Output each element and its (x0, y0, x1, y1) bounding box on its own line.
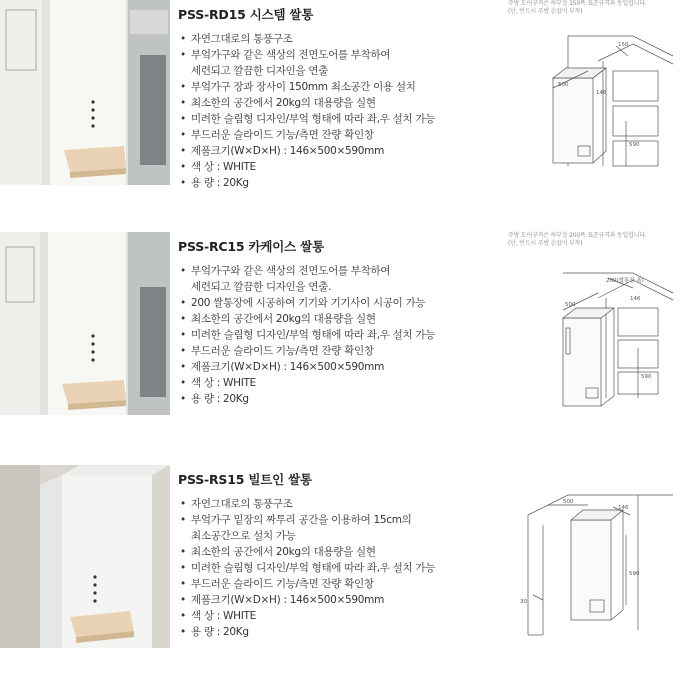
bullet-icon: • (180, 297, 186, 309)
product-info-rs15 (178, 470, 478, 640)
feature-item: • 미려한 슬림형 디자인/부엌 형태에 따라 좌,우 설치 가능 (180, 113, 436, 125)
product-photo-rd15 (0, 0, 170, 185)
feature-item: 세련되고 깔끔한 디자인을 연출. (191, 281, 332, 293)
dimension-label: 200(쌀통장 폭) (606, 278, 644, 284)
feature-item: • 용 량 : 20Kg (180, 177, 249, 189)
bullet-icon: • (180, 393, 186, 405)
feature-item: • 미려한 슬림형 디자인/부엌 형태에 따라 좌,우 설치 가능 (180, 562, 436, 574)
feature-list (178, 31, 478, 191)
diagram-note: (단, 반드시 주방 손잡이 부착) (508, 8, 583, 15)
product-section-rc15 (0, 232, 680, 422)
installation-diagram-rs15 (508, 485, 678, 660)
feature-list (178, 496, 478, 640)
feature-item: • 부엌가구와 같은 색상의 전면도어를 부착하여 (180, 49, 391, 61)
dimension-label: 500 (565, 302, 576, 308)
installation-diagram-rc15 (508, 232, 678, 422)
feature-item: • 제품크기(W×D×H) : 146×500×590mm (180, 594, 385, 606)
bullet-icon: • (180, 562, 186, 574)
feature-item: • 용 량 : 20Kg (180, 393, 249, 405)
diagram-drawing (508, 248, 678, 418)
feature-list (178, 263, 478, 407)
dimension-label: 500 (558, 82, 569, 88)
bullet-icon: • (180, 113, 186, 125)
bullet-icon: • (180, 594, 186, 606)
bullet-icon: • (180, 626, 186, 638)
bullet-icon: • (180, 33, 186, 45)
product-title: PSS-RS15 빌트인 쌀통 (178, 472, 312, 487)
feature-item: • 색 상 : WHITE (180, 610, 256, 622)
installation-diagram-rd15 (508, 0, 678, 195)
dimension-label: 150 (618, 42, 629, 48)
bullet-icon: • (180, 377, 186, 389)
feature-item: 최소공간으로 설치 가능 (191, 530, 296, 542)
product-title: PSS-RC15 카케이스 쌀통 (178, 239, 324, 254)
feature-item: • 제품크기(W×D×H) : 146×500×590mm (180, 145, 385, 157)
feature-item: • 색 상 : WHITE (180, 161, 256, 173)
product-photo-rc15 (0, 232, 170, 415)
dimension-label: 146 (596, 90, 607, 96)
bullet-icon: • (180, 514, 186, 526)
dimension-label: 146 (618, 505, 629, 511)
bullet-icon: • (180, 97, 186, 109)
diagram-note: (단, 반드시 주방 손잡이 부착) (508, 240, 583, 247)
dimension-label: 146 (630, 296, 641, 302)
dimension-label: 590 (629, 571, 640, 577)
feature-item: • 부드러운 슬라이드 기능/측면 잔량 확인창 (180, 345, 374, 357)
bullet-icon: • (180, 578, 186, 590)
feature-item: • 미려한 슬림형 디자인/부엌 형태에 따라 좌,우 설치 가능 (180, 329, 436, 341)
dimension-label: 500 (563, 499, 574, 505)
feature-item: • 부엌가구 밑장의 짜투리 공간을 이용하여 15cm의 (180, 514, 412, 526)
bullet-icon: • (180, 265, 186, 277)
diagram-note: 주방 도어규격은 하부장 150폭 표준규격과 동일합니다. (508, 0, 647, 7)
product-info-rc15 (178, 237, 478, 407)
bullet-icon: • (180, 361, 186, 373)
feature-item: • 자연그대로의 통풍구조 (180, 498, 293, 510)
dimension-label: 590 (641, 374, 652, 380)
product-section-rs15 (0, 465, 680, 665)
bullet-icon: • (180, 145, 186, 157)
dimension-label: 590 (629, 142, 640, 148)
feature-item: • 최소한의 공간에서 20kg의 대용량을 실현 (180, 546, 376, 558)
bullet-icon: • (180, 345, 186, 357)
feature-item: • 부엌가구와 같은 색상의 전면도어를 부착하여 (180, 265, 391, 277)
bullet-icon: • (180, 546, 186, 558)
feature-item: • 제품크기(W×D×H) : 146×500×590mm (180, 361, 385, 373)
bullet-icon: • (180, 313, 186, 325)
diagram-drawing (508, 485, 678, 660)
feature-item: • 자연그대로의 통풍구조 (180, 33, 293, 45)
bullet-icon: • (180, 177, 186, 189)
feature-item: • 200 쌀통장에 시공하여 기기와 기기사이 시공이 가능 (180, 297, 426, 309)
bullet-icon: • (180, 49, 186, 61)
feature-item: • 부드러운 슬라이드 기능/측면 잔량 확인창 (180, 129, 374, 141)
bullet-icon: • (180, 129, 186, 141)
product-section-rd15 (0, 0, 680, 200)
bullet-icon: • (180, 329, 186, 341)
feature-item: • 부드러운 슬라이드 기능/측면 잔량 확인창 (180, 578, 374, 590)
diagram-drawing (508, 16, 678, 191)
bullet-icon: • (180, 161, 186, 173)
bullet-icon: • (180, 610, 186, 622)
dimension-label: 30 (520, 599, 527, 605)
feature-item: • 부엌가구 장과 장사이 150mm 최소공간 이용 설치 (180, 81, 416, 93)
bullet-icon: • (180, 81, 186, 93)
feature-item: • 색 상 : WHITE (180, 377, 256, 389)
feature-item: • 용 량 : 20Kg (180, 626, 249, 638)
product-photo-rs15 (0, 465, 170, 648)
feature-item: 세련되고 깔끔한 디자인을 연출 (191, 65, 329, 77)
feature-item: • 최소한의 공간에서 20kg의 대용량을 실현 (180, 313, 376, 325)
bullet-icon: • (180, 498, 186, 510)
feature-item: • 최소한의 공간에서 20kg의 대용량을 실현 (180, 97, 376, 109)
diagram-note: 주방 도어규격은 하부장 200폭 표준규격과 동일합니다. (508, 232, 647, 239)
product-title: PSS-RD15 시스템 쌀통 (178, 7, 314, 22)
product-info-rd15 (178, 5, 478, 191)
